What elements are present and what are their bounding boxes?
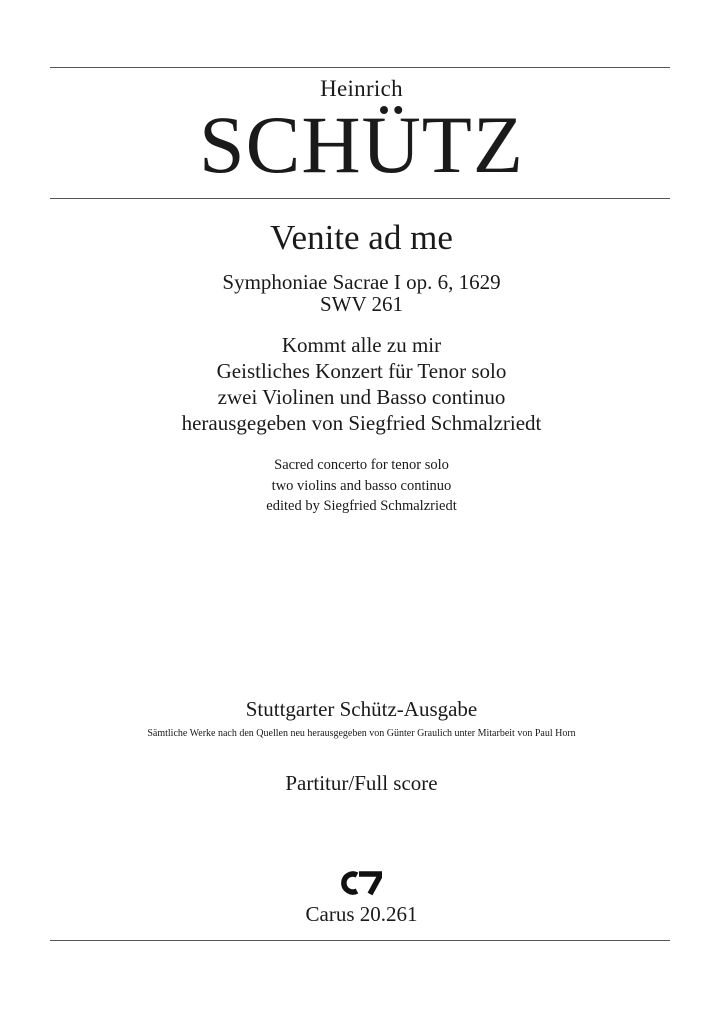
german-description-line: zwei Violinen und Basso continuo [217, 385, 506, 409]
german-description-line: Kommt alle zu mir [281, 333, 442, 357]
work-catalog: SWV 261 [319, 292, 404, 316]
edition-series-note: Sämtliche Werke nach den Quellen neu herausgegeben von Günter Graulich unter Mitarbeit von Paul Horn [147, 728, 576, 739]
edition-series: Stuttgarter Schütz-Ausgabe [245, 697, 478, 721]
top-rule [50, 67, 670, 68]
bottom-rule [50, 940, 670, 941]
header-rule [50, 198, 670, 199]
composer-first-name: Heinrich [320, 76, 403, 101]
english-description-line: Sacred concerto for tenor solo [274, 457, 449, 473]
english-description-line: edited by Siegfried Schmalzriedt [266, 498, 457, 514]
publisher-catalog-number: Carus 20.261 [305, 902, 418, 926]
composer-last-name: SCHÜTZ [199, 99, 524, 190]
work-collection: Symphoniae Sacrae I op. 6, 1629 [222, 270, 501, 294]
score-type: Partitur/Full score [285, 771, 438, 795]
carus-logo-icon [340, 870, 382, 896]
german-description-line: herausgegeben von Siegfried Schmalzriedt [181, 411, 542, 435]
german-description-line: Geistliches Konzert für Tenor solo [216, 359, 507, 383]
english-description-line: two violins and basso continuo [271, 478, 452, 494]
work-title: Venite ad me [270, 218, 453, 257]
